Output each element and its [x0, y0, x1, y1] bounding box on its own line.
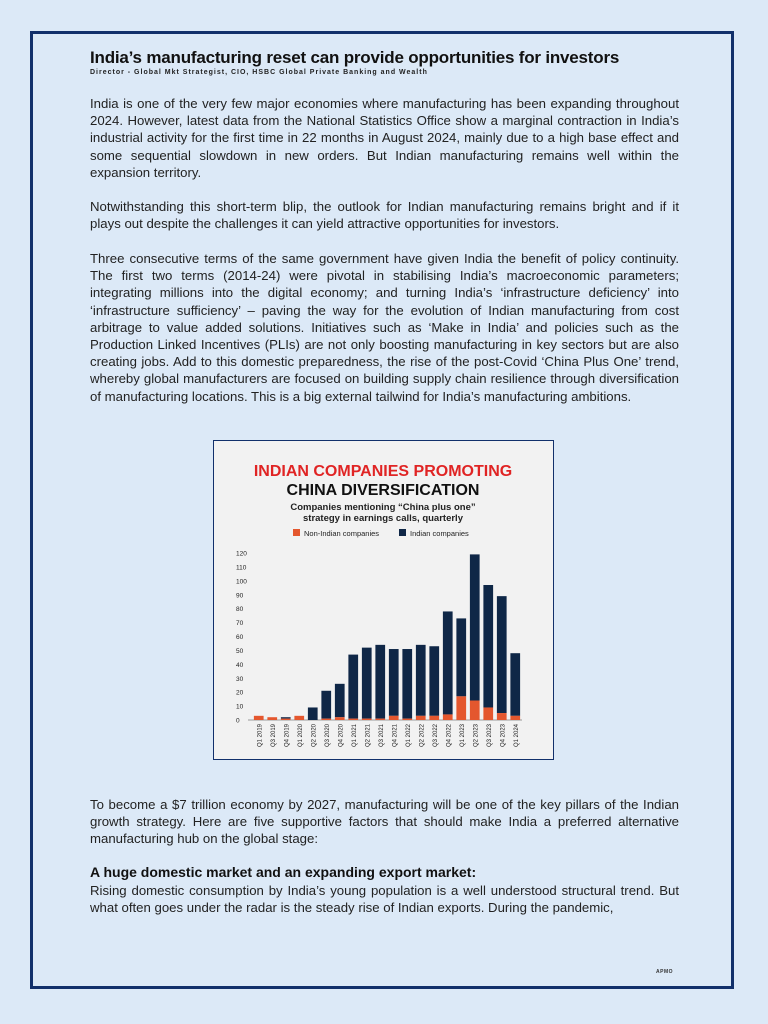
bar-indian-companies [308, 707, 318, 720]
bar-non-indian-companies [497, 713, 507, 720]
legend-swatch-non-indian [293, 529, 300, 536]
x-tick-label: Q2 2020 [311, 724, 318, 748]
x-tick-label: Q1 2023 [459, 724, 466, 748]
bar-non-indian-companies [456, 696, 466, 720]
chart-svg [214, 441, 552, 758]
paragraph-intro: India is one of the very few major economies where manufacturing has been expanding throughout 2024. However, latest data from the National Statistics Office show a marginal contraction in India’s industrial activity for the first time in 22 months in August 2024, mainly due to a high base effect and some sequential slowdown in new orders. But Indian manufacturing remains well within the expansion territory. [90, 96, 679, 180]
x-tick-label: Q1 2021 [351, 724, 358, 748]
chart-title: INDIAN COMPANIES PROMOTING [253, 463, 513, 480]
bar-indian-companies [429, 646, 439, 716]
legend-swatch-indian [399, 529, 406, 536]
bar-non-indian-companies [375, 719, 385, 720]
x-tick-label: Q3 2019 [270, 724, 277, 748]
bar-indian-companies [389, 649, 399, 716]
x-tick-label: Q4 2023 [500, 724, 507, 748]
section-heading: A huge domestic market and an expanding export market: [90, 864, 477, 880]
bar-non-indian-companies [294, 716, 304, 720]
bar-indian-companies [470, 554, 480, 700]
bar-non-indian-companies [348, 719, 358, 720]
x-tick-label: Q3 2020 [324, 724, 331, 748]
y-tick-label: 90 [236, 592, 244, 600]
x-tick-label: Q1 2022 [405, 724, 412, 748]
bar-indian-companies [497, 596, 507, 713]
bar-indian-companies [281, 717, 291, 718]
bar-non-indian-companies [389, 716, 399, 720]
bar-non-indian-companies [510, 716, 520, 720]
x-tick-label: Q1 2020 [297, 724, 304, 748]
legend-label-indian: Indian companies [410, 529, 469, 538]
x-tick-label: Q4 2020 [338, 724, 345, 748]
x-tick-label: Q2 2023 [473, 724, 480, 748]
y-tick-label: 0 [236, 717, 240, 725]
bar-indian-companies [321, 691, 331, 719]
bar-indian-companies [375, 645, 385, 719]
bar-non-indian-companies [362, 719, 372, 720]
x-tick-label: Q2 2022 [419, 724, 426, 748]
x-tick-label: Q1 2019 [257, 724, 264, 748]
bar-indian-companies [483, 585, 493, 707]
x-tick-label: Q4 2022 [446, 724, 453, 748]
bar-indian-companies [456, 618, 466, 696]
x-tick-label: Q3 2022 [432, 724, 439, 748]
y-tick-label: 70 [236, 620, 244, 628]
paragraph-outlook: Notwithstanding this short-term blip, the outlook for Indian manufacturing remains bright and if it plays out despite the challenges it can yield attractive opportunities for investors. [90, 199, 679, 232]
bar-indian-companies [443, 611, 453, 714]
bar-non-indian-companies [402, 719, 412, 720]
y-tick-label: 80 [236, 606, 244, 614]
legend-label-non-indian: Non-Indian companies [304, 529, 380, 538]
china-diversification-chart [213, 440, 554, 760]
bar-non-indian-companies [470, 701, 480, 720]
paragraph-policy: Three consecutive terms of the same government have given India the benefit of policy continuity. The first two terms (2014-24) were pivotal in stabilising India’s macroeconomic parameters; integrating millions into the digital economy; and turning India’s ‘infrastructure deficiency’ into ‘infrastructure sufficiency’ – paving the way for the evolution of Indian manufacturing from cost arbitrage to value added solutions. Initiatives such as ‘Make in India’ and policies such as the Production Linked Incentives (PLIs) are not only boosting manufacturing in key sectors but are also creating jobs. Add to this domestic preparedness, the rise of the post-Covid ‘China Plus One’ trend, whereby global manufacturers are focused on building supply chain resilience through diversification of manufacturing locations. This is a big external tailwind for India’s manufacturing ambitions. [90, 251, 679, 404]
bar-indian-companies [362, 648, 372, 719]
bar-non-indian-companies [335, 717, 345, 720]
bar-indian-companies [416, 645, 426, 716]
y-tick-label: 110 [236, 564, 247, 572]
x-tick-label: Q3 2021 [378, 724, 385, 748]
paragraph-domestic-market: Rising domestic consumption by India’s young population is a well understood structural trend. But what often goes under the radar is the steady rise of Indian exports. During the pandemic, [90, 883, 679, 916]
chart-title-line2: CHINA DIVERSIFICATION [286, 482, 480, 499]
bar-non-indian-companies [254, 716, 264, 720]
bar-indian-companies [510, 653, 520, 716]
x-tick-label: Q3 2023 [486, 724, 493, 748]
bar-non-indian-companies [416, 716, 426, 720]
chart-subtitle: Companies mentioning “China plus one” [290, 502, 476, 513]
bar-non-indian-companies [281, 719, 291, 720]
y-tick-label: 10 [236, 703, 244, 711]
y-tick-label: 60 [236, 634, 244, 641]
article-title: India’s manufacturing reset can provide opportunities for investors [90, 48, 620, 67]
plot-area [236, 551, 522, 748]
bar-indian-companies [402, 649, 412, 719]
chart-subtitle-line2: strategy in earnings calls, quarterly [303, 513, 463, 524]
author-byline: Director - Global Mkt Strategist, CIO, HSBC Global Private Banking and Wealth [90, 69, 428, 76]
x-tick-label: Q4 2019 [284, 724, 291, 748]
bar-indian-companies [348, 655, 358, 719]
y-tick-label: 20 [236, 689, 244, 697]
footer-mark: APMO [656, 969, 673, 975]
bar-non-indian-companies [267, 717, 277, 720]
x-tick-label: Q2 2021 [365, 724, 372, 748]
bar-non-indian-companies [321, 719, 331, 720]
bar-non-indian-companies [429, 716, 439, 720]
bar-non-indian-companies [443, 714, 453, 720]
y-tick-label: 30 [236, 675, 244, 683]
y-tick-label: 120 [236, 550, 247, 558]
paragraph-growth-strategy: To become a $7 trillion economy by 2027, manufacturing will be one of the key pillars of the Indian growth strategy. Here are five supportive factors that should make India a preferred alternative manufacturing hub on the global stage: [90, 797, 679, 847]
x-tick-label: Q1 2024 [513, 724, 520, 748]
y-tick-label: 40 [236, 661, 244, 669]
y-tick-label: 50 [236, 647, 244, 655]
y-tick-label: 100 [236, 578, 247, 586]
bar-indian-companies [335, 684, 345, 717]
bar-non-indian-companies [483, 707, 493, 720]
x-tick-label: Q4 2021 [392, 724, 399, 748]
